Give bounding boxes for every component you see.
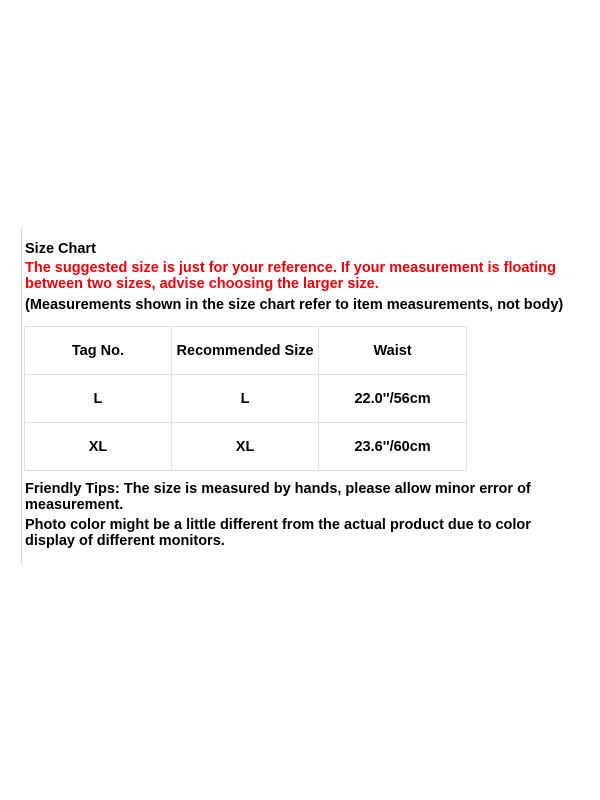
table-header-row <box>25 327 467 375</box>
friendly-tips <box>25 481 581 553</box>
cell-tag-no: L <box>25 375 172 423</box>
table-row <box>25 375 467 423</box>
tip-measurement: Friendly Tips: The size is measured by hands, please allow minor error of measurement. <box>25 481 531 513</box>
size-table <box>24 326 467 471</box>
cell-waist: 22.0''/56cm <box>319 375 467 423</box>
header-waist: Waist <box>319 327 467 375</box>
cell-recommended-size: L <box>171 375 318 423</box>
measurement-note: (Measurements shown in the size chart refer to item measurements, not body) <box>25 297 564 313</box>
header-recommended-size: Recommended Size <box>171 327 318 375</box>
size-chart-intro <box>25 240 581 314</box>
cell-recommended-size: XL <box>171 423 318 471</box>
tip-photo-color: Photo color might be a little different from the actual product due to color display of different monitors. <box>25 517 531 549</box>
header-tag-no: Tag No. <box>25 327 172 375</box>
cell-tag-no: XL <box>25 423 172 471</box>
size-chart-panel <box>21 228 582 564</box>
size-chart-title: Size Chart <box>25 241 96 257</box>
size-advice-notice: The suggested size is just for your reference. If your measurement is floating between two sizes, advise choosing the larger size. <box>25 260 556 292</box>
cell-waist: 23.6''/60cm <box>319 423 467 471</box>
table-row <box>25 423 467 471</box>
